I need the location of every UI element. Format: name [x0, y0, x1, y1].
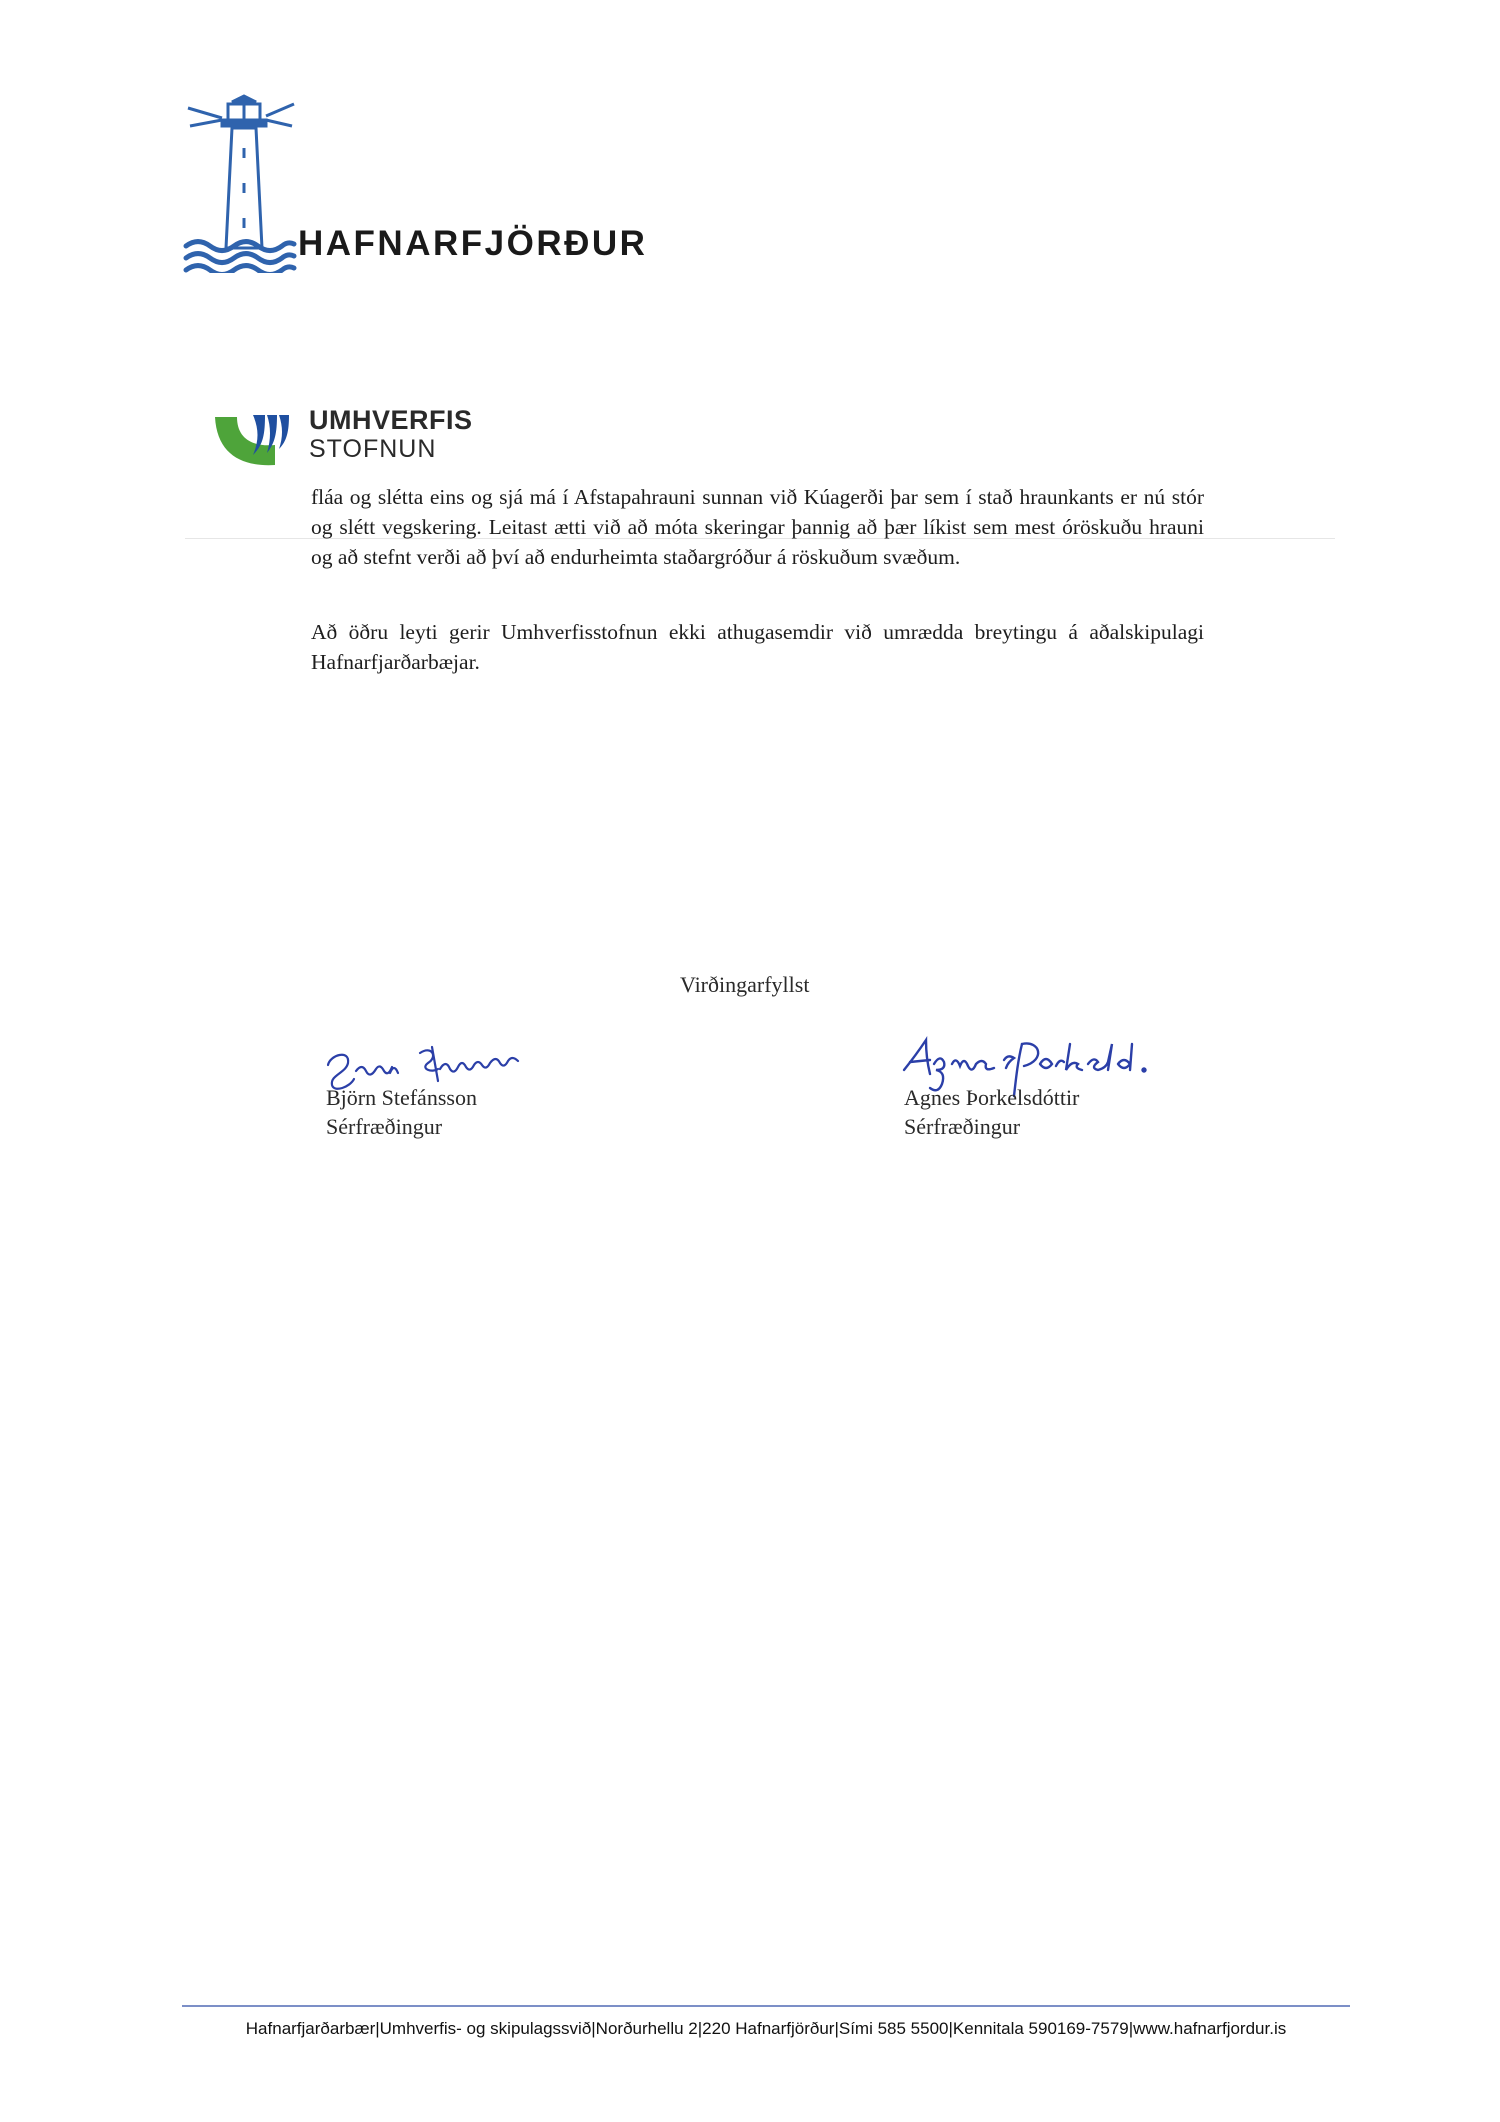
paragraph: Að öðru leyti gerir Umhverfisstofnun ekki athugasemdir við umrædda breytingu á aðalskipulagi Hafnarfjarðarbæjar. — [311, 620, 1204, 674]
lighthouse-icon — [182, 88, 298, 273]
footer-divider — [182, 2005, 1350, 2007]
footer-contact-info: Hafnarfjarðarbær|Umhverfis- og skipulagssvið|Norðurhellu 2|220 Hafnarfjörður|Sími 585 5500|Kennitala 590169-7579|www.hafnarfjordur.is — [245, 2019, 1287, 2038]
umhverfisstofnun-logo — [213, 405, 513, 469]
signatory-title: Sérfræðingur — [904, 1114, 1021, 1139]
agency-name-line2: STOFNUN — [309, 435, 437, 463]
signatory-name: Agnes Þorkelsdóttir — [904, 1085, 1080, 1110]
signatory-title: Sérfræðingur — [326, 1114, 443, 1139]
signatory-name: Björn Stefánsson — [326, 1085, 477, 1110]
agency-emblem-icon — [213, 405, 305, 469]
municipality-name: HAFNARFJÖRÐUR — [298, 224, 648, 263]
agency-name-line1: UMHVERFIS — [309, 405, 473, 435]
closing-salutation: Virðingarfyllst — [680, 972, 810, 997]
paragraph: fláa og slétta eins og sjá má í Afstapahrauni sunnan við Kúagerði þar sem í stað hraunkants er nú stór og slétt vegskering. Leitast ætti við að móta skeringar þannig að þær líkist sem mest óröskuðu hrauni og að stefnt verði að því að endurheimta staðargróður á röskuðum svæðum. — [311, 485, 1204, 569]
hafnarfjordur-logo — [182, 88, 672, 273]
